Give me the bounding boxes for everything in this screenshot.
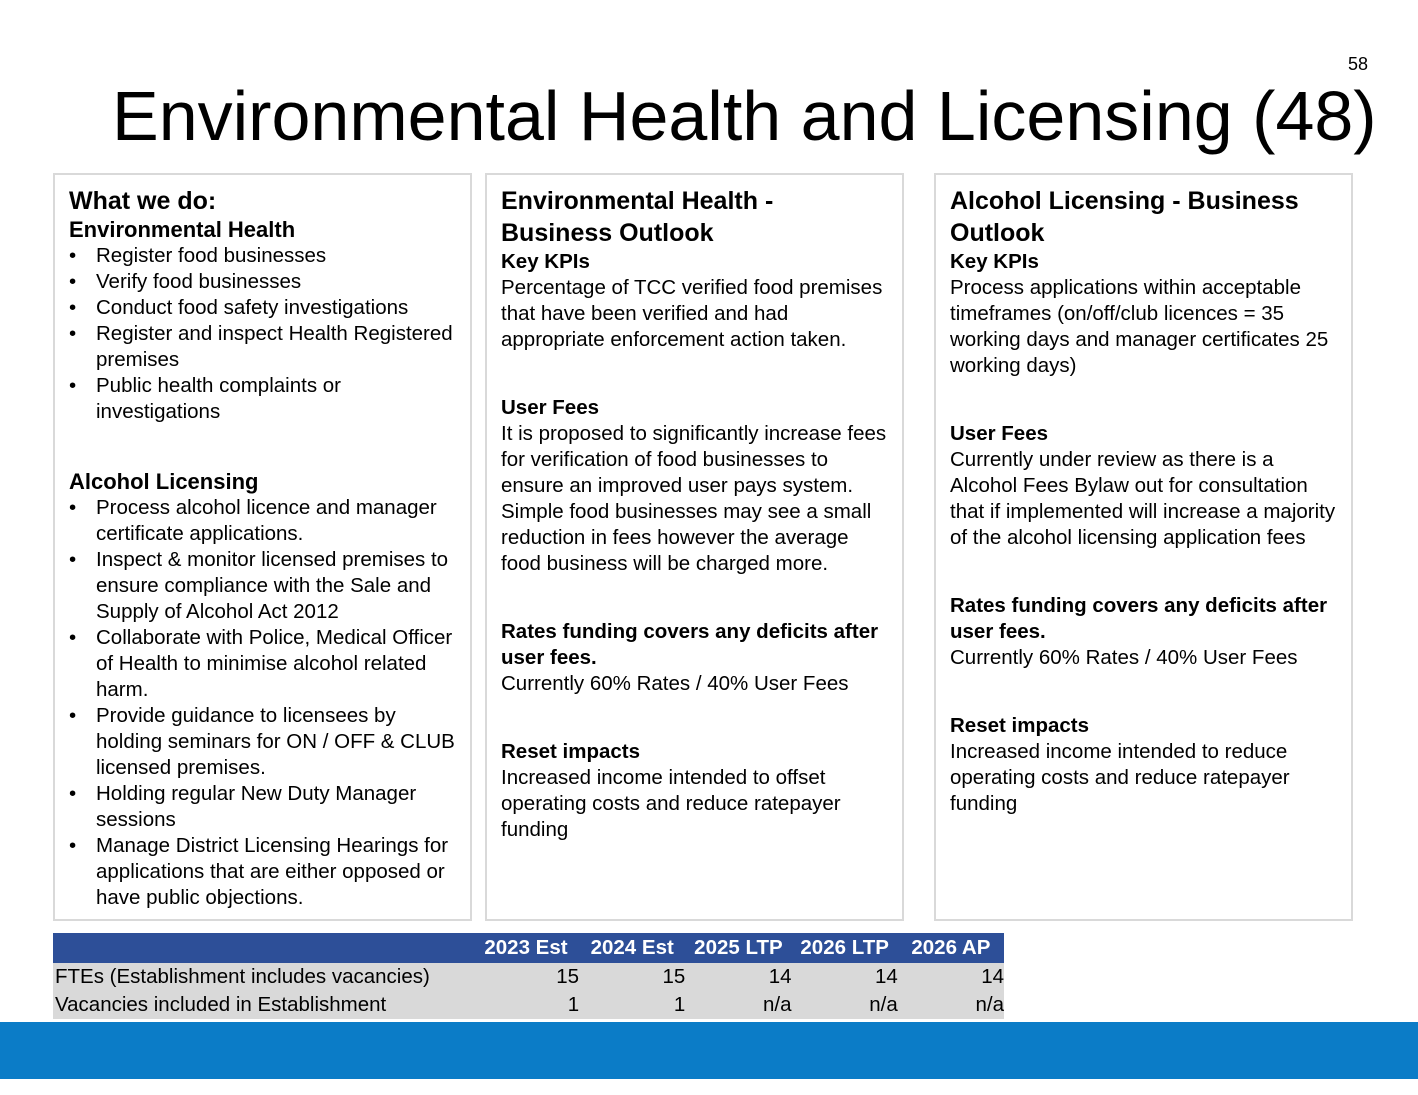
table-cell: 14 [792, 963, 898, 991]
table-header-cell: 2025 LTP [685, 933, 791, 963]
table-cell: 15 [473, 963, 579, 991]
table-header-row [53, 933, 1004, 963]
rates-text: Currently 60% Rates / 40% User Fees [501, 672, 849, 695]
reset-heading: Reset impacts [950, 714, 1090, 737]
table-cell: 14 [685, 963, 791, 991]
user-fees-heading: User Fees [501, 396, 600, 419]
table-cell: 1 [579, 991, 685, 1019]
list-item: • Inspect & monitor licensed premises to ensure compliance with the Sale and Supply of Alcohol Act 2012 [69, 547, 456, 625]
rates-heading: Rates funding covers any deficits after user fees. [950, 594, 1328, 643]
list-item: • Register food businesses [69, 243, 456, 269]
panel-heading: What we do: [69, 187, 217, 215]
table-cell: 1 [473, 991, 579, 1019]
panel-heading: Alcohol Licensing - Business Outlook [950, 187, 1299, 247]
reset-text: Increased income intended to reduce operating costs and reduce ratepayer funding [950, 740, 1290, 815]
user-fees-text: It is proposed to significantly increase fees for verification of food businesses to ensure an improved user pays system. Simple food businesses may see a small reduction in fees however the average food business will be charged more. [501, 422, 887, 575]
kpi-heading: Key KPIs [950, 250, 1039, 273]
table-cell: n/a [685, 991, 791, 1019]
rates-text: Currently 60% Rates / 40% User Fees [950, 646, 1298, 669]
env-health-heading: Environmental Health [69, 217, 296, 242]
list-item: • Manage District Licensing Hearings for applications that are either opposed or have public objections. [69, 833, 456, 911]
user-fees-heading: User Fees [950, 422, 1049, 445]
row-label: Vacancies included in Establishment [53, 991, 473, 1019]
rates-heading: Rates funding covers any deficits after user fees. [501, 620, 879, 669]
panel-heading: Environmental Health - Business Outlook [501, 187, 774, 247]
table-cell: n/a [898, 991, 1004, 1019]
page-title: Environmental Health and Licensing (48) [112, 77, 1377, 155]
table-header-cell: 2024 Est [579, 933, 685, 963]
list-item: • Provide guidance to licensees by holding seminars for ON / OFF & CLUB licensed premises. [69, 703, 456, 781]
list-item: • Verify food businesses [69, 269, 456, 295]
row-label: FTEs (Establishment includes vacancies) [53, 963, 473, 991]
list-item: • Conduct food safety investigations [69, 295, 456, 321]
reset-heading: Reset impacts [501, 740, 641, 763]
reset-text: Increased income intended to offset operating costs and reduce ratepayer funding [501, 766, 841, 841]
footer-band [0, 1022, 1418, 1079]
env-health-outlook-panel [485, 173, 904, 921]
table-row [53, 991, 1004, 1019]
table-cell: 15 [579, 963, 685, 991]
alcohol-outlook-panel [934, 173, 1353, 921]
table-cell: 14 [898, 963, 1004, 991]
list-item: • Public health complaints or investigations [69, 373, 456, 425]
kpi-text: Process applications within acceptable timeframes (on/off/club licences = 35 working days and manager certificates 25 working days) [950, 276, 1329, 377]
list-item: • Process alcohol licence and manager certificate applications. [69, 495, 456, 547]
list-item: • Register and inspect Health Registered premises [69, 321, 456, 373]
table-header-cell: 2023 Est [473, 933, 579, 963]
kpi-text: Percentage of TCC verified food premises that have been verified and had appropriate enforcement action taken. [501, 276, 883, 351]
page-number: 58 [1348, 54, 1369, 74]
list-item: • Holding regular New Duty Manager sessions [69, 781, 456, 833]
env-health-list [69, 243, 456, 425]
table-row [53, 963, 1004, 991]
staffing-table [53, 933, 1004, 1019]
kpi-heading: Key KPIs [501, 250, 590, 273]
list-item: • Collaborate with Police, Medical Officer of Health to minimise alcohol related harm. [69, 625, 456, 703]
table-cell: n/a [792, 991, 898, 1019]
table-header-cell: 2026 LTP [792, 933, 898, 963]
table-header-cell: 2026 AP [898, 933, 1004, 963]
alcohol-licensing-list [69, 495, 456, 911]
what-we-do-panel [53, 173, 472, 921]
table-header-cell [53, 933, 473, 963]
alcohol-licensing-heading: Alcohol Licensing [69, 469, 259, 494]
user-fees-text: Currently under review as there is a Alcohol Fees Bylaw out for consultation that if implemented will increase a majority of the alcohol licensing application fees [950, 448, 1336, 549]
